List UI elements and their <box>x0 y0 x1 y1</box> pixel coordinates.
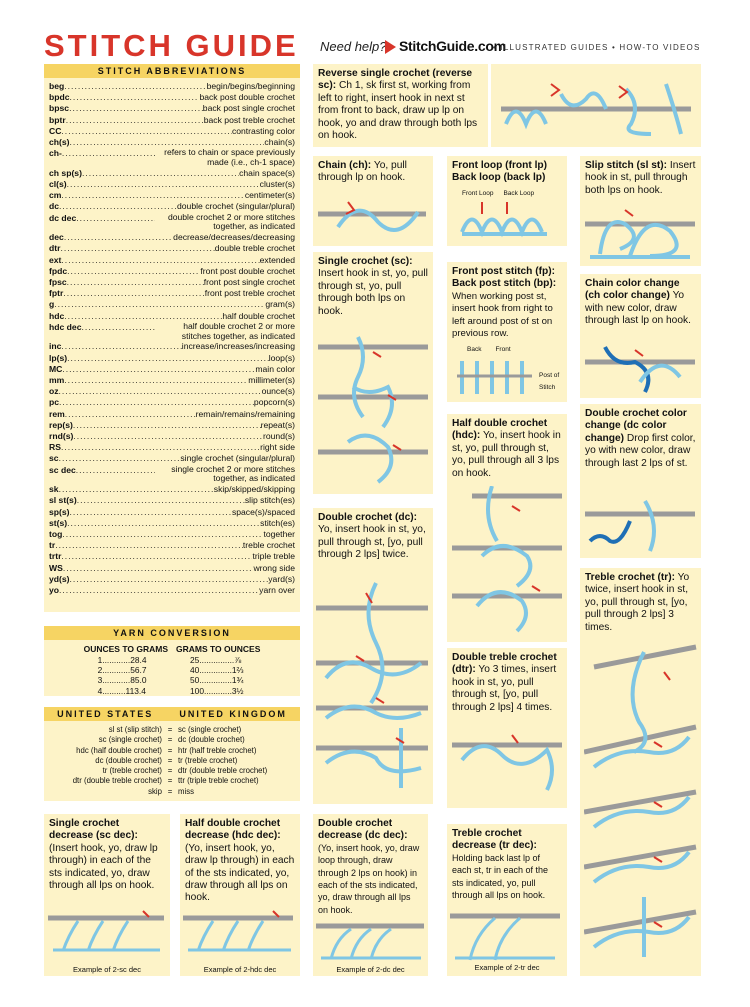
card-heading: Front post stitch (fp): Back post stitch (bp): <box>452 266 557 290</box>
hdc-dec-illustration <box>183 906 295 956</box>
equals-sign: = <box>167 776 173 786</box>
card-reverse-sc <box>313 64 488 147</box>
abbreviation-row <box>49 322 295 342</box>
card-body: (Yo, insert hook, yo, draw loop through, draw through 2 lps on hook) in each of the sts indicated, yo, draw through all lps on hook. <box>318 842 420 915</box>
abbreviation-value: yard(s) <box>268 573 295 584</box>
abbreviation-value: begin/begins/beginning <box>206 81 295 91</box>
equals-sign: = <box>167 725 173 734</box>
card-body: Insert hook in st, yo, pull through st, yo, pull through both lps on hook. <box>318 268 428 317</box>
card-tr-dec <box>447 824 567 976</box>
abbreviation-value: single crochet (singular/plural) <box>180 453 295 464</box>
card-body: (Insert hook, yo, draw lp through) in each of the sts indicated, yo, draw through all lps on hook. <box>49 842 158 892</box>
card-body: Yo, insert hook in st, yo, pull through st, [yo, pull through 2 lps] twice. <box>318 524 426 561</box>
abbreviation-key: fpdc <box>49 265 68 276</box>
abbreviation-row <box>49 299 295 310</box>
abbreviation-key: tr <box>49 540 56 551</box>
abbreviation-value: wrong side <box>253 562 295 573</box>
yarn-conversion <box>44 626 300 696</box>
abbreviation-key: yd(s) <box>49 573 70 584</box>
abbreviation-value: chain(s) <box>264 137 295 148</box>
card-heading: Chain color change (ch color change) <box>585 278 680 302</box>
abbreviation-key: fpsc <box>49 277 67 288</box>
abbreviation-key: dec <box>49 232 64 243</box>
us-uk-row <box>44 746 300 756</box>
uk-term: htr (half treble crochet) <box>178 745 257 755</box>
abbreviation-value: centimeter(s) <box>244 190 295 201</box>
abbreviation-value: slip stitch(es) <box>244 495 295 506</box>
us-uk-heading <box>44 707 300 721</box>
abbreviation-key: hdc <box>49 310 65 321</box>
card-body: Yo twice, insert hook in st, yo, pull through st, [yo, pull through 2 lps] 3 times. <box>585 572 690 633</box>
card-sc-dec <box>44 814 170 976</box>
card-body: Ch 1, sk first st, working from left to right, insert hook in next st from front to back, draw up lp on hook, yo and draw through both lps on hook. <box>318 80 478 142</box>
us-term: hdc (half double crochet) <box>76 745 162 755</box>
abbreviation-key: hdc dec <box>49 321 82 332</box>
abbreviation-value: millimeter(s) <box>248 375 295 386</box>
abbreviation-value: double treble crochet <box>214 243 295 254</box>
card-single-crochet <box>313 252 433 494</box>
abbreviation-row <box>49 341 295 352</box>
tr-dec-illustration <box>450 906 562 962</box>
abbreviation-value: extended <box>259 254 295 265</box>
us-term: sl st (slip stitch) <box>108 725 162 734</box>
oz-row: 2............56.7 <box>97 665 147 676</box>
grams-to-ounces <box>176 644 260 696</box>
abbreviation-key: bptr <box>49 114 66 125</box>
us-term: sc (single crochet) <box>98 735 162 745</box>
abbreviation-value: together <box>263 529 295 540</box>
abbreviation-value: cluster(s) <box>259 179 295 190</box>
caption: Example of 2-hdc dec <box>203 965 277 974</box>
card-body: Yo with new color, draw through last lp on hook. <box>585 290 691 327</box>
abbreviation-value: round(s) <box>263 431 295 442</box>
abbreviation-row <box>49 353 295 364</box>
abbreviation-value: refers to chain or space previously made (i.e., ch-1 space) <box>164 147 295 168</box>
g-row: 100............3½ <box>190 685 244 696</box>
abbreviation-row <box>49 168 295 179</box>
abbreviation-key: pc <box>49 397 60 408</box>
abbreviation-row <box>49 540 295 551</box>
front-loop-label: Front Loop <box>462 189 494 197</box>
us-heading: UNITED STATES <box>57 709 154 719</box>
g-heading: GRAMS TO OUNCES <box>176 644 261 654</box>
card-body: Holding back last lp of each st, tr in each of the sts indicated, yo, pull through all lps on hook. <box>452 852 549 901</box>
abbreviation-key: trtr <box>49 551 62 562</box>
uk-term: tr (treble crochet) <box>178 755 238 765</box>
abbreviation-row <box>49 213 295 233</box>
play-icon <box>385 40 396 54</box>
uk-term: ttr (triple treble crochet) <box>178 776 259 786</box>
card-heading: Single crochet decrease (sc dec): <box>49 818 138 842</box>
caption: Example of 2-sc dec <box>73 965 141 974</box>
abbreviation-value: repeat(s) <box>260 419 295 430</box>
oz-row: 1............28.4 <box>97 655 147 665</box>
card-heading: Slip stitch (sl st): <box>585 160 668 171</box>
us-uk-row <box>44 787 300 797</box>
card-double-crochet <box>313 508 433 804</box>
g-row: 50..............1¾ <box>190 675 244 686</box>
abbreviation-row <box>49 190 295 201</box>
abbreviation-key: RS <box>49 442 61 453</box>
card-heading: Half double crochet decrease (hdc dec): <box>185 818 281 842</box>
abbreviation-key: rep(s) <box>49 419 73 430</box>
abbreviation-row <box>49 420 295 431</box>
card-half-double-crochet <box>447 414 567 642</box>
card-heading: Double crochet color change (dc color change) <box>585 408 687 444</box>
sc-dec-illustration <box>48 906 166 956</box>
abbreviation-key: dc dec <box>49 212 77 223</box>
abbreviation-value: back post treble crochet <box>203 114 295 125</box>
abbreviation-value: popcorn(s) <box>253 397 295 408</box>
abbreviation-value: triple treble <box>252 551 295 562</box>
equals-sign: = <box>167 786 173 796</box>
abbreviation-key: ch- <box>49 148 62 159</box>
equals-sign: = <box>167 735 173 745</box>
us-term: tr (treble crochet) <box>102 766 162 776</box>
abbreviation-row <box>49 431 295 442</box>
abbreviation-row <box>49 277 295 288</box>
abbreviation-row <box>49 563 295 574</box>
abbreviation-value: main color <box>255 363 295 374</box>
abbreviation-row <box>49 92 295 103</box>
abbreviation-value: double crochet 2 or more stitches together, as indicated <box>167 211 295 232</box>
card-heading: Front loop (front lp) Back loop (back lp) <box>452 160 548 184</box>
abbreviation-value: chain space(s) <box>239 167 295 178</box>
card-front-back-loop <box>447 156 567 246</box>
dtr-illustration <box>452 730 564 800</box>
abbreviation-key: ch(s) <box>49 137 70 148</box>
abbreviation-key: dtr <box>49 243 61 254</box>
front-back-loop-illustration <box>452 202 562 242</box>
abbreviation-key: cl(s) <box>49 179 67 190</box>
treble-crochet-illustration <box>584 642 698 970</box>
abbreviations-heading: STITCH ABBREVIATIONS <box>44 64 300 78</box>
site-logo[interactable]: StitchGuide.com <box>399 38 506 54</box>
abbreviation-row <box>49 288 295 299</box>
abbreviation-value: space(s)/spaced <box>231 506 295 517</box>
abbreviation-key: fptr <box>49 288 64 299</box>
abbreviation-row <box>49 574 295 585</box>
abbreviation-row <box>49 386 295 397</box>
caption: Example of 2-dc dec <box>336 965 405 974</box>
chain-color-change-illustration <box>585 342 697 394</box>
abbreviation-value: increase/increases/increasing <box>181 341 295 352</box>
abbreviation-key: bpdc <box>49 92 70 103</box>
abbreviation-value: yarn over <box>259 585 295 596</box>
uk-term: miss <box>178 786 195 796</box>
us-uk-row <box>44 766 300 776</box>
abbreviation-key: sk <box>49 484 59 495</box>
abbreviation-row <box>49 232 295 243</box>
card-chain <box>313 156 433 246</box>
abbreviation-key: MC <box>49 363 63 374</box>
abbreviation-key: oz <box>49 386 59 397</box>
abbreviation-key: sl st(s) <box>49 495 77 506</box>
dc-dec-illustration <box>316 914 426 962</box>
card-body: Insert hook in st, pull through both lps on hook. <box>585 160 696 196</box>
oz-row: 3............85.0 <box>97 675 147 686</box>
abbreviation-key: WS <box>49 562 63 573</box>
abbreviation-key: dc <box>49 201 60 212</box>
us-uk-row <box>44 735 300 745</box>
abbreviation-key: yo <box>49 585 60 596</box>
page-title: STITCH GUIDE <box>44 28 299 63</box>
back-loop-label: Back Loop <box>503 189 535 197</box>
abbreviation-value: front post double crochet <box>200 265 295 276</box>
card-heading: Double crochet (dc): <box>318 512 418 523</box>
abbreviation-key: tog <box>49 529 63 540</box>
abbreviation-row <box>49 266 295 277</box>
ounces-to-grams <box>84 644 168 696</box>
uk-term: dtr (double treble crochet) <box>178 766 268 776</box>
us-uk-row <box>44 776 300 786</box>
card-heading: Single crochet (sc): <box>318 256 413 267</box>
abbreviation-value: front post treble crochet <box>204 288 295 299</box>
abbreviation-key: g <box>49 299 55 310</box>
g-row: 40..............1⅔ <box>190 665 244 676</box>
abbreviation-row <box>49 453 295 464</box>
us-uk-conversion <box>44 707 300 801</box>
abbreviation-value: front post single crochet <box>203 277 295 288</box>
abbreviation-value: contrasting color <box>231 125 295 136</box>
abbreviation-key: bpsc <box>49 103 70 114</box>
uk-term: sc (single crochet) <box>178 725 242 734</box>
abbreviation-key: beg <box>49 81 65 91</box>
abbreviation-row <box>49 551 295 562</box>
abbreviation-value: gram(s) <box>265 299 295 310</box>
abbreviation-key: sc dec <box>49 464 76 475</box>
double-crochet-illustration <box>316 578 431 798</box>
card-heading: Treble crochet (tr): <box>585 572 676 583</box>
post-stitch-illustration <box>452 356 537 398</box>
equals-sign: = <box>167 766 173 776</box>
us-term: skip <box>148 786 162 796</box>
abbreviation-row <box>49 484 295 495</box>
reverse-sc-illustration <box>491 64 701 147</box>
tagline: • ILLUSTRATED GUIDES • HOW-TO VIDEOS <box>493 43 701 52</box>
back-label: Back <box>467 346 482 353</box>
card-body: Yo, pull through lp on hook. <box>318 160 407 184</box>
abbreviation-row <box>49 409 295 420</box>
need-help-text: Need help? <box>320 39 387 54</box>
card-heading: Half double crochet (hdc): <box>452 418 548 442</box>
abbreviation-key: lp(s) <box>49 352 68 363</box>
card-treble-crochet <box>580 568 701 976</box>
us-uk-row <box>44 756 300 766</box>
abbreviation-row <box>49 81 295 92</box>
abbreviation-row <box>49 148 295 168</box>
dc-color-change-illustration <box>585 496 697 554</box>
card-hdc-dec <box>180 814 300 976</box>
front-label: Front <box>495 346 511 353</box>
abbreviation-value: right side <box>260 442 295 453</box>
caption: Example of 2-tr dec <box>474 963 540 972</box>
card-dc-dec <box>313 814 428 976</box>
card-heading: Chain (ch): <box>318 160 372 171</box>
hdc-illustration <box>452 486 564 636</box>
abbreviation-row <box>49 375 295 386</box>
chain-illustration <box>318 192 430 242</box>
equals-sign: = <box>167 755 173 765</box>
abbreviation-value: stitch(es) <box>260 517 295 528</box>
us-uk-row <box>44 725 300 735</box>
card-body: When working post st, insert hook from right to left around post of st on previous row. <box>452 290 553 340</box>
abbreviation-value: back post double crochet <box>199 92 295 103</box>
abbreviation-key: sp(s) <box>49 506 70 517</box>
abbreviation-row <box>49 529 295 540</box>
abbreviation-row <box>49 115 295 126</box>
abbreviation-row <box>49 495 295 506</box>
g-row: 25...............⅞ <box>190 655 242 665</box>
post-of-stitch-label: Post of Stitch <box>539 372 560 392</box>
card-heading: Reverse single crochet (reverse sc): <box>318 68 473 92</box>
abbreviation-row <box>49 442 295 453</box>
abbreviation-row <box>49 126 295 137</box>
abbreviation-key: rem <box>49 408 65 419</box>
uk-heading: UNITED KINGDOM <box>179 709 287 719</box>
abbreviation-row <box>49 585 295 596</box>
abbreviation-value: back post single crochet <box>202 103 295 114</box>
card-heading: Double treble crochet (dtr): <box>452 652 557 676</box>
abbreviation-key: sc <box>49 453 59 464</box>
single-crochet-illustration <box>318 327 430 487</box>
abbreviation-key: cm <box>49 190 62 201</box>
abbreviation-key: st(s) <box>49 517 68 528</box>
abbreviation-key: mm <box>49 375 65 386</box>
abbreviation-value: ounce(s) <box>261 386 295 397</box>
abbreviation-key: inc <box>49 341 62 352</box>
abbreviation-row <box>49 201 295 212</box>
card-body: Drop first color, yo with new color, draw through last 2 lps of st. <box>585 432 696 469</box>
abbreviation-value: loop(s) <box>268 352 295 363</box>
card-dc-color-change <box>580 404 701 558</box>
abbreviations-list <box>44 78 300 612</box>
abbreviation-key: ext <box>49 254 62 265</box>
abbreviation-row <box>49 507 295 518</box>
card-double-treble <box>447 648 567 808</box>
abbreviation-value: treble crochet <box>242 540 295 551</box>
uk-term: dc (double crochet) <box>178 735 245 745</box>
slip-stitch-illustration <box>585 204 697 262</box>
abbreviation-value: decrease/decreases/decreasing <box>173 232 295 243</box>
abbreviation-row <box>49 179 295 190</box>
card-heading: Treble crochet decrease (tr dec): <box>452 828 537 852</box>
abbreviation-value: double crochet (singular/plural) <box>177 201 295 212</box>
card-chain-color-change <box>580 274 701 398</box>
abbreviation-key: rnd(s) <box>49 431 74 442</box>
abbreviation-row <box>49 364 295 375</box>
equals-sign: = <box>167 745 173 755</box>
oz-row: 4..........113.4 <box>97 685 146 696</box>
card-body: Yo, insert hook in st, yo, pull through st, yo, pull through all 3 lps on hook. <box>452 430 561 479</box>
card-post-stitch <box>447 262 567 402</box>
abbreviation-row <box>49 255 295 266</box>
abbreviation-value: half double crochet <box>222 310 295 321</box>
card-slip-stitch <box>580 156 701 266</box>
abbreviation-key: ch sp(s) <box>49 167 82 178</box>
abbreviation-value: half double crochet 2 or more stitches together, as indicated <box>181 320 295 341</box>
abbreviation-row <box>49 518 295 529</box>
illustration-reverse-sc <box>491 64 701 147</box>
abbreviation-row <box>49 465 295 485</box>
yarn-conversion-heading: YARN CONVERSION <box>44 626 300 640</box>
abbreviation-row <box>49 397 295 408</box>
card-heading: Double crochet decrease (dc dec): <box>318 818 408 842</box>
abbreviation-value: skip/skipped/skipping <box>213 484 295 495</box>
card-body: (Yo, insert hook, yo, draw lp through) in each of the sts indicated, yo, draw through all lps on hook. <box>185 842 295 904</box>
card-body: Yo 3 times, insert hook in st, yo, pull through st, [yo, pull through 2 lps] 4 times. <box>452 664 557 713</box>
abbreviation-value: remain/remains/remaining <box>195 408 295 419</box>
abbreviation-row <box>49 103 295 114</box>
abbreviation-key: CC <box>49 125 62 136</box>
us-term: dtr (double treble crochet) <box>72 776 162 786</box>
abbreviation-row <box>49 243 295 254</box>
us-term: dc (double crochet) <box>95 755 162 765</box>
oz-heading: OUNCES TO GRAMS <box>83 644 168 654</box>
abbreviation-value: single crochet 2 or more stitches together, as indicated <box>171 463 295 484</box>
